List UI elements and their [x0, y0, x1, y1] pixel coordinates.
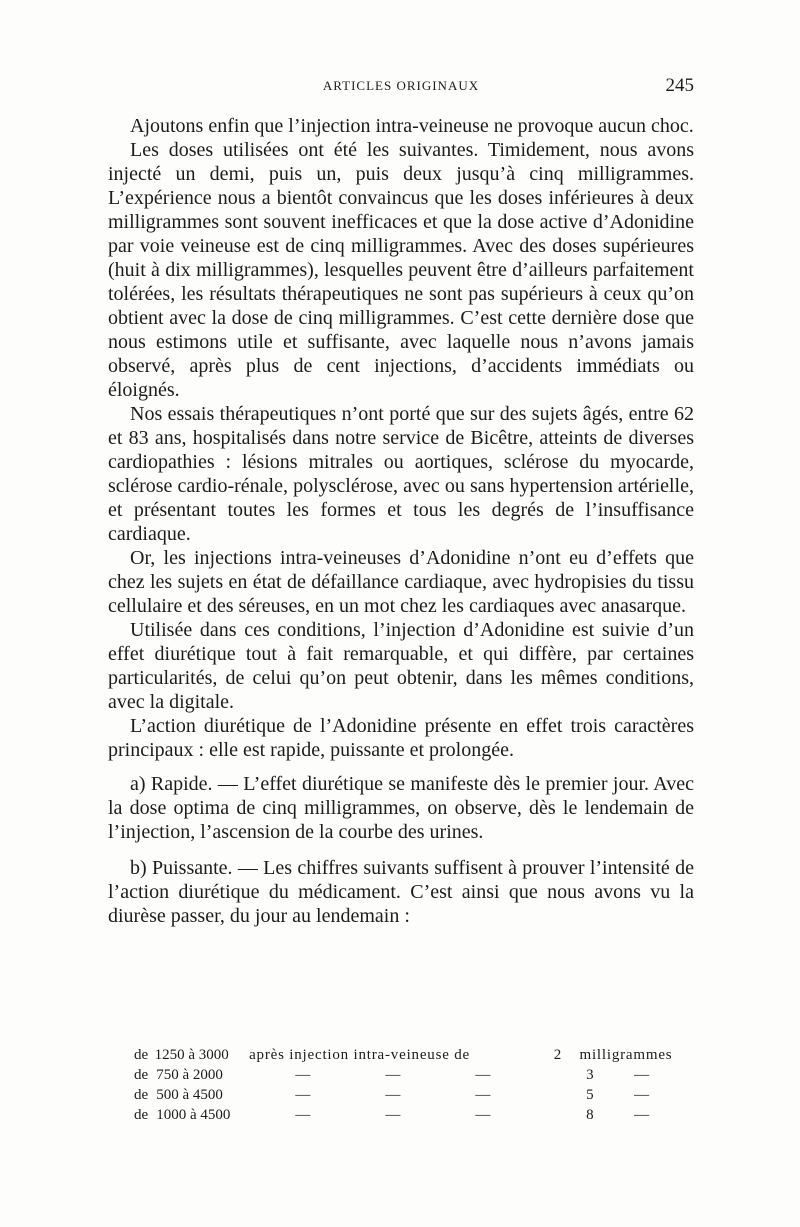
table-row — [134, 1085, 674, 1105]
ditto-mark: — — [295, 1107, 311, 1123]
table-cell-unit: — — [634, 1107, 650, 1123]
page-header — [108, 76, 694, 100]
paragraph-characteristics: L’action diurétique de l’Adonidine présente en effet trois caractères principaux : elle est rapide, puissante et prolongée. — [108, 715, 694, 761]
table-cell-de: de — [134, 1087, 149, 1103]
ditto-mark: — — [385, 1067, 401, 1083]
table-cell-de: de — [134, 1107, 149, 1123]
table-cell-range: 750 à 2000 — [156, 1067, 223, 1083]
page-number: 245 — [665, 75, 694, 96]
ditto-mark: — — [385, 1107, 401, 1123]
paragraph-effects: Or, les injections intra-veineuses d’Adonidine n’ont eu d’effets que chez les sujets en état de défaillance cardiaque, avec hydropisies du tissu cellulaire et des séreuses, en un mot chez les cardiaques avec anasarque. — [108, 547, 694, 617]
table-cell-unit: — — [634, 1087, 650, 1103]
paragraph-doses: Les doses utilisées ont été les suivantes. Timidement, nous avons injecté un demi, puis un, puis deux jusqu’à cinq milligrammes. L’expérience nous a bientôt convaincus que les doses inférieures à deux milligrammes sont souvent inefficaces et que la dose active d’Adonidine par voie veineuse est de cinq milligrammes. Avec des doses supérieures (huit à dix milligrammes), lesquelles peuvent être d’ailleurs parfaitement tolérées, les résultats thérapeutiques ne sont pas supérieurs à ceux qu’on obtient avec la dose de cinq milligrammes. C’est cette dernière dose que nous estimons utile et suffisante, avec laquelle nous n’avons jamais observé, après plus de cent injections, d’accidents immédiats ou éloignés. — [108, 139, 694, 401]
paragraph-diuretic-effect: Utilisée dans ces conditions, l’injection d’Adonidine est suivie d’un effet diurétique tout à fait remarquable, et qui diffère, par certaines particularités, de celui qu’on peut obtenir, dans les mêmes conditions, avec la digitale. — [108, 619, 694, 713]
table-cell-unit: milligrammes — [579, 1047, 673, 1063]
ditto-mark: — — [475, 1067, 491, 1083]
paragraph-trials: Nos essais thérapeutiques n’ont porté que sur des sujets âgés, entre 62 et 83 ans, hospitalisés dans notre service de Bicêtre, atteints de diverses cardiopathies : lésions mitrales ou aortiques, sclérose du myocarde, sclérose cardio-rénale, polysclérose, avec ou sans hypertension artérielle, et présentant toutes les formes et tous les degrés de l’insuffisance cardiaque. — [108, 403, 694, 545]
ditto-mark: — — [385, 1087, 401, 1103]
ditto-mark: — — [475, 1107, 491, 1123]
table-cell-range: 1000 à 4500 — [156, 1107, 231, 1123]
table-cell-dittos — [258, 1085, 571, 1105]
table-cell-dose: 5 — [586, 1087, 594, 1103]
table-cell-de: de — [134, 1047, 149, 1063]
paragraph-powerful: b) Puissante. — Les chiffres suivants suffisent à prouver l’intensité de l’action diurétique du médicament. C’est ainsi que nous avons vu la diurèse passer, du jour au lendemain : — [108, 857, 694, 927]
table-cell-unit: — — [634, 1067, 650, 1083]
table-row — [134, 1045, 674, 1065]
table-cell-dittos — [258, 1065, 571, 1085]
table-cell-dose: 3 — [586, 1067, 594, 1083]
table-cell-dittos — [258, 1105, 571, 1125]
table-cell-dose: 2 — [553, 1047, 562, 1063]
article-body — [108, 114, 694, 928]
diuresis-table — [134, 1045, 674, 1125]
ditto-mark: — — [475, 1087, 491, 1103]
paragraph-injection-shock: Ajoutons enfin que l’injection intra-veineuse ne provoque aucun choc. — [130, 115, 694, 137]
table-cell-range: 500 à 4500 — [156, 1087, 223, 1103]
table-cell-de: de — [134, 1067, 149, 1083]
table-row — [134, 1105, 674, 1125]
ditto-mark: — — [295, 1087, 311, 1103]
table-cell-dose: 8 — [586, 1107, 594, 1123]
running-head: ARTICLES ORIGINAUX — [322, 78, 480, 93]
table-row — [134, 1065, 674, 1085]
table-cell-description: après injection intra-veineuse de — [249, 1047, 470, 1063]
paragraph-rapid: a) Rapide. — L’effet diurétique se manifeste dès le premier jour. Avec la dose optima de cinq milligrammes, on observe, dès le lendemain de l’injection, l’ascension de la courbe des urines. — [108, 773, 694, 843]
ditto-mark: — — [295, 1067, 311, 1083]
table-cell-range: 1250 à 3000 — [154, 1047, 229, 1063]
